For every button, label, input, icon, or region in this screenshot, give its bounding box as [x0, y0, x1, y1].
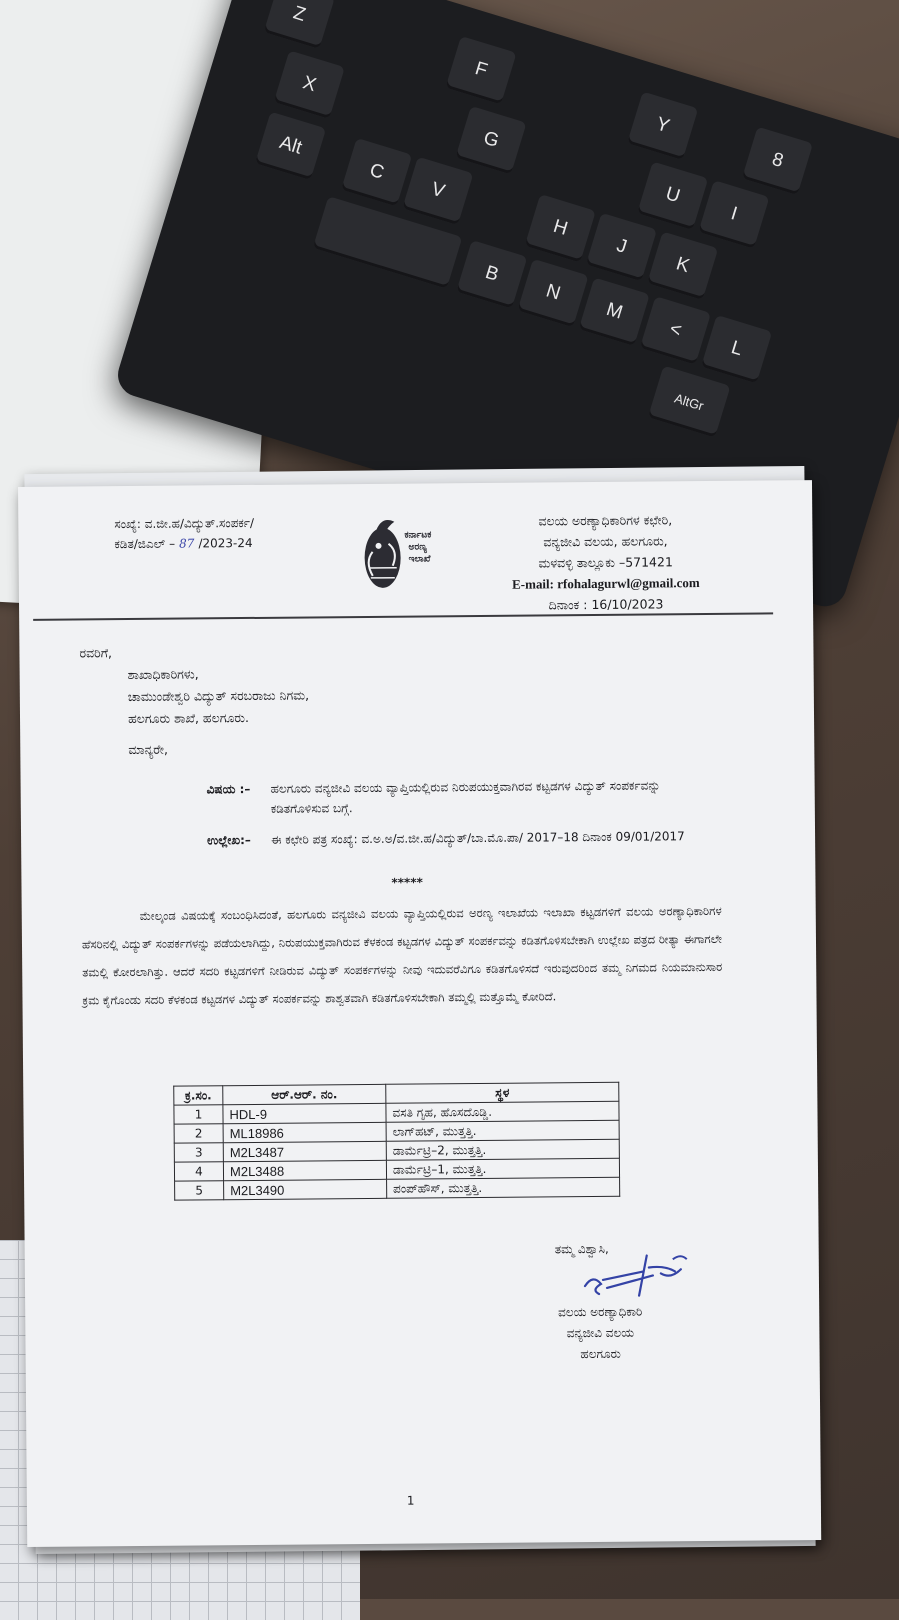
- keyboard-key: F: [445, 36, 516, 105]
- keyboard-key: Y: [627, 91, 698, 160]
- table-cell: ಡಾರ್ಮೆಟ್ರಿ–1, ಮುತ್ತತ್ತಿ.: [386, 1158, 619, 1179]
- connections-table: [173, 1082, 620, 1201]
- table-cell: 5: [175, 1181, 224, 1200]
- ref-prefix: ಕಡಿತ/ಜಿಎಲ್ –: [114, 536, 176, 552]
- subject-block: [207, 775, 727, 820]
- table-cell: M2L3488: [223, 1160, 386, 1180]
- office-email: E-mail: rfohalagurwl@gmail.com: [512, 575, 700, 592]
- keyboard-key: J: [586, 213, 657, 282]
- ref-suffix: /2023-24: [198, 535, 253, 551]
- table-cell: HDL-9: [223, 1103, 386, 1123]
- table-cell: ಲಾಗ್‌ಹಟ್, ಮುತ್ತತ್ತಿ.: [386, 1120, 619, 1141]
- keyboard-key: <: [640, 296, 711, 365]
- keyboard-key: Z: [264, 0, 335, 49]
- handwritten-number: 87: [179, 536, 195, 551]
- table-cell: 4: [174, 1162, 223, 1181]
- keyboard-key: X: [274, 50, 345, 119]
- table-cell: ವಸತಿ ಗೃಹ, ಹೊಸದೊಡ್ಡಿ.: [386, 1101, 619, 1122]
- table-cell: ಡಾರ್ಮೆಟ್ರಿ–2, ಮುತ್ತತ್ತಿ.: [386, 1139, 619, 1160]
- table-cell: ಪಂಪ್‌ಹೌಸ್, ಮುತ್ತತ್ತಿ.: [387, 1177, 620, 1198]
- header-divider: [33, 612, 773, 620]
- keyboard-key: L: [701, 315, 772, 384]
- page-number: 1: [406, 1493, 415, 1508]
- table-cell: 1: [174, 1105, 223, 1124]
- subject-label: ವಿಷಯ :–: [206, 781, 251, 797]
- table-cell: M2L3490: [224, 1179, 387, 1199]
- forest-department-emblem-icon: [348, 507, 459, 600]
- keyboard-key: K: [647, 231, 718, 300]
- table-row: [175, 1177, 620, 1200]
- reference-label: ಉಲ್ಲೇಖ:–: [207, 832, 251, 848]
- keyboard-key: G: [455, 106, 526, 175]
- keyboard-key: M: [579, 277, 650, 346]
- table-cell: M2L3487: [223, 1141, 386, 1161]
- keyboard-key: Alt: [255, 112, 326, 181]
- office-line: ಮಳವಳ್ಳಿ ತಾಲ್ಲೂಕು –571421: [538, 554, 673, 571]
- emblem-text-line: ಇಲಾಖೆ: [408, 554, 431, 565]
- reference-block: [207, 826, 727, 851]
- reference-text: ಈ ಕಛೇರಿ ಪತ್ರ ಸಂಖ್ಯೆ: ವ.ಅ.ಅ/ವ.ಜೀ.ಹ/ವಿದ್ಯುತ್/ಬಾ.ಮೊ.ಪಾ/ 2017–18 ದಿನಾಂಕ 09/01/2017: [271, 829, 685, 847]
- table-header: ಸ್ಥಳ: [386, 1082, 619, 1103]
- to-label: ರವರಿಗೆ,: [79, 645, 112, 661]
- recipient-line: ಹಲಗೂರು ಶಾಖೆ, ಹಲಗೂರು.: [127, 709, 250, 727]
- letter-reference-number: [114, 513, 254, 554]
- letter-page: [18, 480, 821, 1547]
- separator: *****: [391, 875, 423, 890]
- keyboard-key: N: [517, 259, 588, 328]
- signatory-line: ವಲಯ ಅರಣ್ಯಾಧಿಕಾರಿ: [558, 1304, 643, 1320]
- keyboard-key: I: [698, 180, 769, 249]
- keyboard-key: B: [456, 240, 527, 309]
- office-address: [490, 509, 721, 616]
- ref-line: ಸಂಖ್ಯೆ: ವ.ಜೀ.ಹ/ವಿದ್ಯುತ್.ಸಂಪರ್ಕ/: [114, 515, 255, 532]
- table-cell: ML18986: [223, 1122, 386, 1142]
- keyboard-key: AltGr: [648, 366, 731, 438]
- salutation: ಮಾನ್ಯರೇ,: [128, 741, 169, 758]
- recipient-line: ಚಾಮುಂಡೇಶ್ವರಿ ವಿದ್ಯುತ್ ಸರಬರಾಜು ನಿಗಮ,: [127, 687, 310, 705]
- closing: ತಮ್ಮ ವಿಶ್ವಾಸಿ,: [554, 1241, 609, 1257]
- emblem-text-line: ಅರಣ್ಯ: [408, 542, 427, 553]
- recipient-line: ಶಾಖಾಧಿಕಾರಿಗಳು,: [127, 666, 199, 683]
- office-line: ವಲಯ ಅರಣ್ಯಾಧಿಕಾರಿಗಳ ಕಛೇರಿ,: [538, 512, 673, 529]
- letter-date: ದಿನಾಂಕ : 16/10/2023: [548, 596, 664, 613]
- keyboard-key: H: [525, 194, 596, 263]
- signature-block: [525, 1301, 676, 1365]
- signature-icon: [577, 1249, 697, 1298]
- letter-body: ಮೇಲ್ಕಂಡ ವಿಷಯಕ್ಕೆ ಸಂಬಂಧಿಸಿದಂತೆ, ಹಲಗೂರು ವನ್ಯಜೀವಿ ವಲಯ ವ್ಯಾಪ್ತಿಯಲ್ಲಿರುವ ಅರಣ್ಯ ಇಲಾಖೆಯ ಇಲಾಖಾ ಕಟ್ಟಡಗಳಿಗೆ ವಲಯ ಅರಣ್ಯಾಧಿಕಾರಿಗಳ ಹೆಸರಿನಲ್ಲಿ ವಿದ್ಯುತ್ ಸಂಪರ್ಕಗಳನ್ನು ಪಡೆಯಲಾಗಿದ್ದು, ನಿರುಪಯುಕ್ತವಾಗಿರುವ ಕೆಳಕಂಡ ಕಟ್ಟಡಗಳ ವಿದ್ಯುತ್ ಸಂಪರ್ಕವನ್ನು ಕಡಿತಗೊಳಿಸಬೇಕಾಗಿ ಉಲ್ಲೇಖ ಪತ್ರದ ರೀತ್ಯಾ ಈಗಾಗಲೇ ತಮಲ್ಲಿ ಕೋರಲಾಗಿತ್ತು. ಆದರೆ ಸದರಿ ಕಟ್ಟಡಗಳಿಗೆ ನೀಡಿರುವ ವಿದ್ಯುತ್ ಸಂಪರ್ಕಗಳನ್ನು ನೀವು ಇದುವರೆವಿಗೂ ಕಡಿತಗೊಳಿಸದೆ ಇರುವುದರಿಂದ ತಮ್ಮ ನಿಗಮದ ನಿಯಮಾನುಸಾರ ಕ್ರಮ ಕೈಗೊಂಡು ಸದರಿ ಕೆಳಕಂಡ ಕಟ್ಟಡಗಳ ವಿದ್ಯುತ್ ಸಂಪರ್ಕವನ್ನು ಶಾಶ್ವತವಾಗಿ ಕಡಿತಗೊಳಿಸಬೇಕಾಗಿ ತಮ್ಮಲ್ಲಿ ಮತ್ತೊಮ್ಮೆ ಕೋರಿದೆ.: [81, 903, 723, 1008]
- recipient-block: [79, 640, 309, 730]
- emblem-text-line: ಕರ್ನಾಟಕ: [404, 530, 432, 541]
- keyboard-key: C: [341, 138, 412, 207]
- table-cell: 2: [174, 1124, 223, 1143]
- keyboard-key: V: [402, 157, 473, 226]
- table-cell: 3: [174, 1143, 223, 1162]
- keyboard-key: U: [637, 161, 708, 230]
- signatory-line: ಹಲಗೂರು: [580, 1346, 621, 1362]
- keyboard-key: 8: [742, 127, 813, 196]
- office-line: ವನ್ಯಜೀವಿ ವಲಯ, ಹಲಗೂರು,: [543, 533, 668, 550]
- table-header: ಆರ್.ಆರ್. ನಂ.: [223, 1084, 386, 1104]
- subject-text: ಹಲಗೂರು ವನ್ಯಜೀವಿ ವಲಯ ವ್ಯಾಪ್ತಿಯಲ್ಲಿರುವ ನಿರುಪಯುಕ್ತವಾಗಿರವ ಕಟ್ಟಡಗಳ ವಿದ್ಯುತ್ ಸಂಪರ್ಕವನ್ನು ಕಡಿತಗೊಳಿಸುವ ಬಗ್ಗೆ.: [270, 778, 661, 816]
- signatory-line: ವನ್ಯಜೀವಿ ವಲಯ: [566, 1325, 635, 1341]
- table-header: ಕ್ರ.ಸಂ.: [174, 1086, 223, 1105]
